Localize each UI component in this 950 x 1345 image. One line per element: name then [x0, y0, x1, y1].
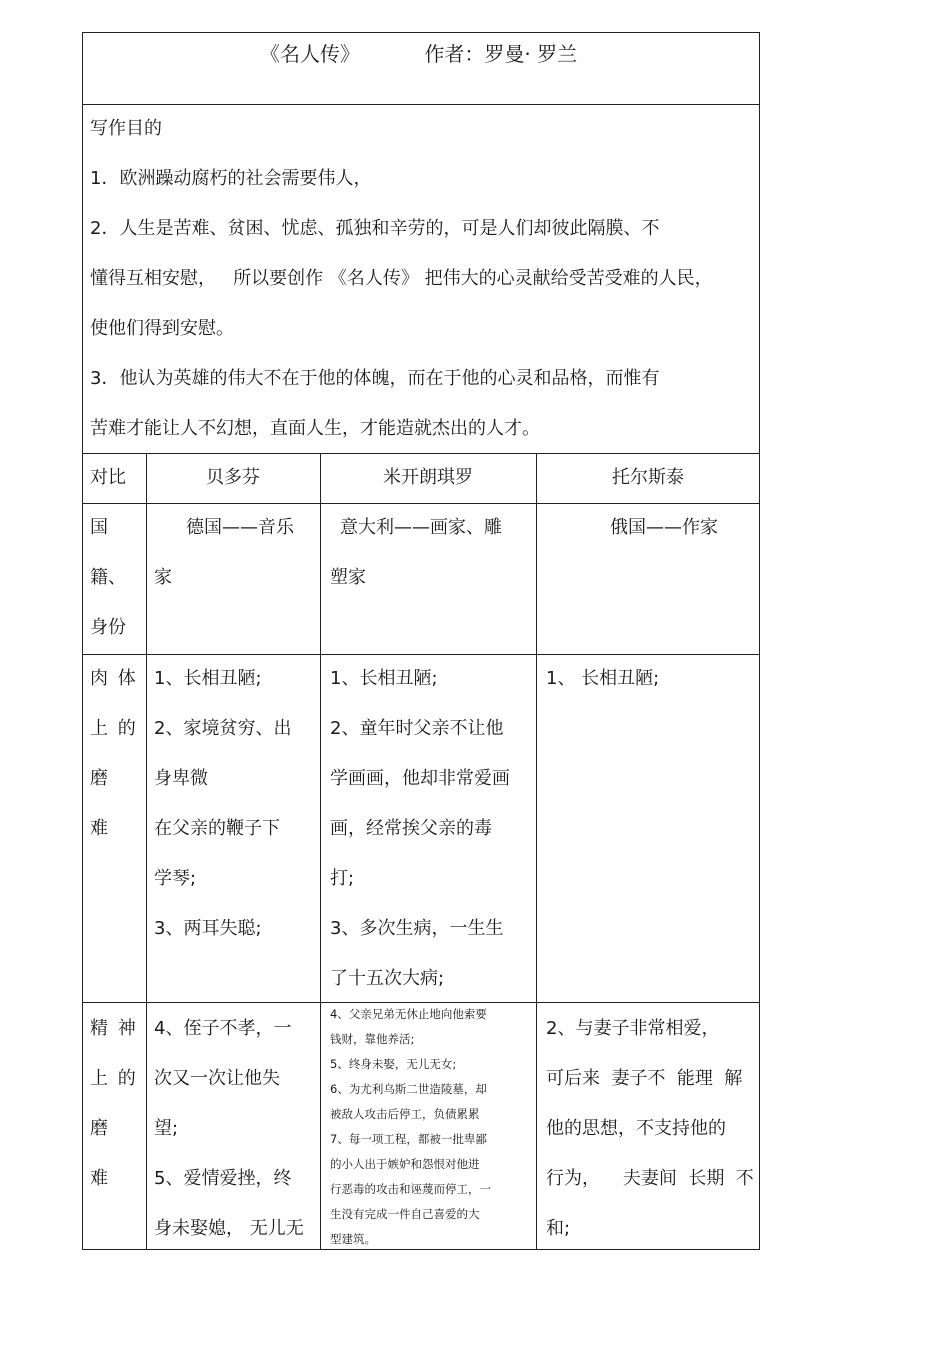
- nationality-michelangelo: [330, 503, 502, 603]
- nationality-tolstoy: [610, 503, 718, 553]
- cell-line: 家: [154, 567, 172, 588]
- cell-line: 4、侄子不孝，一: [154, 1018, 292, 1039]
- cell-line: 的小人出于嫉妒和怨恨对他进: [330, 1157, 480, 1171]
- spiritual-beethoven: [154, 1004, 304, 1254]
- purpose-line: 使他们得到安慰。: [90, 318, 234, 339]
- cell-line: 俄国——作家: [610, 517, 718, 538]
- cell-line: 2、与妻子非常相爱，: [546, 1018, 720, 1039]
- spiritual-label: [90, 1004, 138, 1204]
- cell-line: 可后来 妻子不 能理 解: [546, 1068, 743, 1089]
- cell-line: 5、爱情爱挫，终: [154, 1168, 292, 1189]
- cell-line: 学画画，他却非常爱画: [330, 768, 510, 789]
- physical-beethoven: [154, 654, 291, 954]
- cell-line: 行恶毒的攻击和诬蔑而停工，一: [330, 1182, 491, 1196]
- physical-tolstoy: [546, 654, 659, 704]
- cell-line: 画，经常挨父亲的毒: [330, 818, 492, 839]
- column-rule-3: [536, 453, 537, 1250]
- header-compare-label: 对比: [90, 467, 126, 488]
- nationality-label: [90, 503, 126, 653]
- row-label-line: 上 的: [90, 718, 136, 739]
- cell-line: 型建筑。: [330, 1232, 376, 1246]
- cell-line: 行为， 夫妻间 长期 不: [546, 1168, 754, 1189]
- purpose-line: 苦难才能让人不幻想，直面人生，才能造就杰出的人才。: [90, 418, 540, 439]
- header-michelangelo: [320, 453, 536, 503]
- header-beethoven-label: 贝多芬: [206, 467, 260, 488]
- cell-line: 在父亲的鞭子下: [154, 818, 280, 839]
- cell-line: 2、家境贫穷、出: [154, 718, 292, 739]
- cell-line: 塑家: [330, 567, 366, 588]
- cell-line: 4、父亲兄弟无休止地向他索要: [330, 1007, 487, 1021]
- cell-line: 1、长相丑陋;: [330, 668, 438, 689]
- cell-line: 2、童年时父亲不让他: [330, 718, 504, 739]
- header-tolstoy: [536, 453, 760, 503]
- column-rule-1: [146, 453, 147, 1250]
- header-compare: [90, 453, 126, 503]
- cell-line: 次又一次让他失: [154, 1068, 280, 1089]
- purpose-line: 2．人生是苦难、贫困、忧虑、孤独和辛劳的，可是人们却彼此隔膜、不: [90, 218, 660, 239]
- purpose-line: 3．他认为英雄的伟大不在于他的体魄，而在于他的心灵和品格，而惟有: [90, 368, 660, 389]
- cell-line: 5、终身未娶，无儿无女;: [330, 1057, 457, 1071]
- physical-label: [90, 654, 138, 854]
- row-label-line: 上 的: [90, 1068, 136, 1089]
- purpose-line: 懂得互相安慰， 所以要创作 《名人传》 把伟大的心灵献给受苦受难的人民，: [90, 268, 713, 289]
- cell-line: 望;: [154, 1118, 179, 1139]
- purpose-heading: 写作目的: [90, 118, 162, 139]
- cell-line: 被敌人攻击后停工，负债累累: [330, 1107, 480, 1121]
- row-label-line: 籍、: [90, 567, 126, 588]
- cell-line: 6、为尤利乌斯二世造陵墓，却: [330, 1082, 487, 1096]
- cell-line: 3、多次生病，一生生: [330, 918, 504, 939]
- cell-line: 生没有完成一件自己喜爱的大: [330, 1207, 480, 1221]
- document-title: [260, 38, 577, 67]
- book-title: 《名人传》: [260, 42, 360, 66]
- row-label-line: 磨: [90, 768, 108, 789]
- cell-line: 1、长相丑陋;: [154, 668, 262, 689]
- cell-line: 意大利——画家、雕: [340, 517, 502, 538]
- row-label-line: 身份: [90, 617, 126, 638]
- cell-line: 1、 长相丑陋;: [546, 668, 660, 689]
- cell-line: 打;: [330, 868, 355, 889]
- header-beethoven: [146, 453, 320, 503]
- author-line: 作者：罗曼· 罗兰: [424, 42, 578, 66]
- spiritual-tolstoy: [546, 1004, 754, 1254]
- cell-line: 他的思想，不支持他的: [546, 1118, 726, 1139]
- cell-line: 3、两耳失聪;: [154, 918, 262, 939]
- row-label-line: 磨: [90, 1118, 108, 1139]
- purpose-section: [90, 104, 750, 454]
- spiritual-michelangelo: [330, 1002, 491, 1252]
- cell-line: 学琴;: [154, 868, 197, 889]
- cell-line: 钱财，靠他养活;: [330, 1032, 415, 1046]
- row-label-line: 难: [90, 1168, 108, 1189]
- header-michelangelo-label: 米开朗琪罗: [383, 467, 473, 488]
- column-rule-2: [320, 453, 321, 1250]
- cell-line: 身卑微: [154, 768, 208, 789]
- cell-line: 德国——音乐: [186, 517, 294, 538]
- header-tolstoy-label: 托尔斯泰: [612, 467, 684, 488]
- cell-line: 身未娶媳， 无儿无: [154, 1218, 304, 1239]
- cell-line: 7、每一项工程，都被一批卑鄙: [330, 1132, 487, 1146]
- row-label-line: 精 神: [90, 1018, 136, 1039]
- physical-michelangelo: [330, 654, 510, 1004]
- nationality-beethoven: [154, 503, 294, 603]
- row-label-line: 国: [90, 517, 108, 538]
- row-label-line: 肉 体: [90, 668, 136, 689]
- purpose-line: 1．欧洲躁动腐朽的社会需要伟人，: [90, 168, 372, 189]
- cell-line: 了十五次大病;: [330, 968, 445, 989]
- row-label-line: 难: [90, 818, 108, 839]
- cell-line: 和;: [546, 1218, 571, 1239]
